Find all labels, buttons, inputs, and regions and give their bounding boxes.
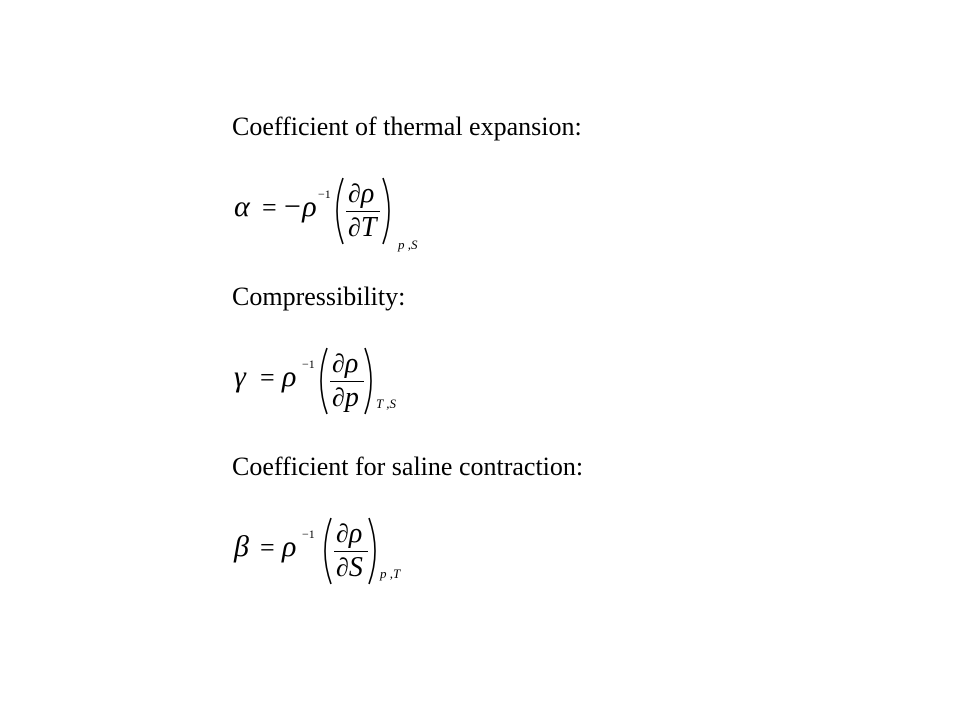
saline-contraction-equation	[230, 516, 450, 596]
subscript: p ,T	[380, 566, 401, 581]
thermal-expansion-heading: Coefficient of thermal expansion:	[232, 112, 582, 141]
compressibility-equation	[230, 346, 450, 426]
compressibility-heading: Compressibility:	[232, 282, 406, 311]
denominator: ∂S	[336, 552, 363, 583]
subscript: T ,S	[376, 396, 396, 411]
denominator: ∂p	[332, 382, 359, 413]
numerator: ∂ρ	[336, 518, 363, 549]
left-paren	[314, 346, 330, 416]
rho-prefix: ρ	[282, 530, 297, 563]
right-paren	[380, 176, 396, 246]
thermal-expansion-equation	[230, 176, 450, 256]
exponent: −1	[318, 187, 331, 201]
beta-symbol: β	[234, 530, 249, 563]
exponent: −1	[302, 357, 315, 371]
numerator: ∂ρ	[348, 178, 375, 209]
alpha-symbol: α	[234, 190, 250, 223]
gamma-symbol: γ	[234, 360, 246, 393]
saline-contraction-heading: Coefficient for saline contraction:	[232, 452, 584, 481]
equals-sign: =	[262, 193, 277, 222]
left-paren	[318, 516, 334, 586]
equals-sign: =	[260, 363, 275, 392]
rho-prefix: −ρ	[282, 190, 317, 223]
denominator: ∂T	[348, 212, 377, 243]
left-paren	[330, 176, 346, 246]
equals-sign: =	[260, 533, 275, 562]
subscript: p ,S	[398, 237, 418, 252]
exponent: −1	[302, 527, 315, 541]
rho-prefix: ρ	[282, 360, 297, 393]
numerator: ∂ρ	[332, 348, 359, 379]
